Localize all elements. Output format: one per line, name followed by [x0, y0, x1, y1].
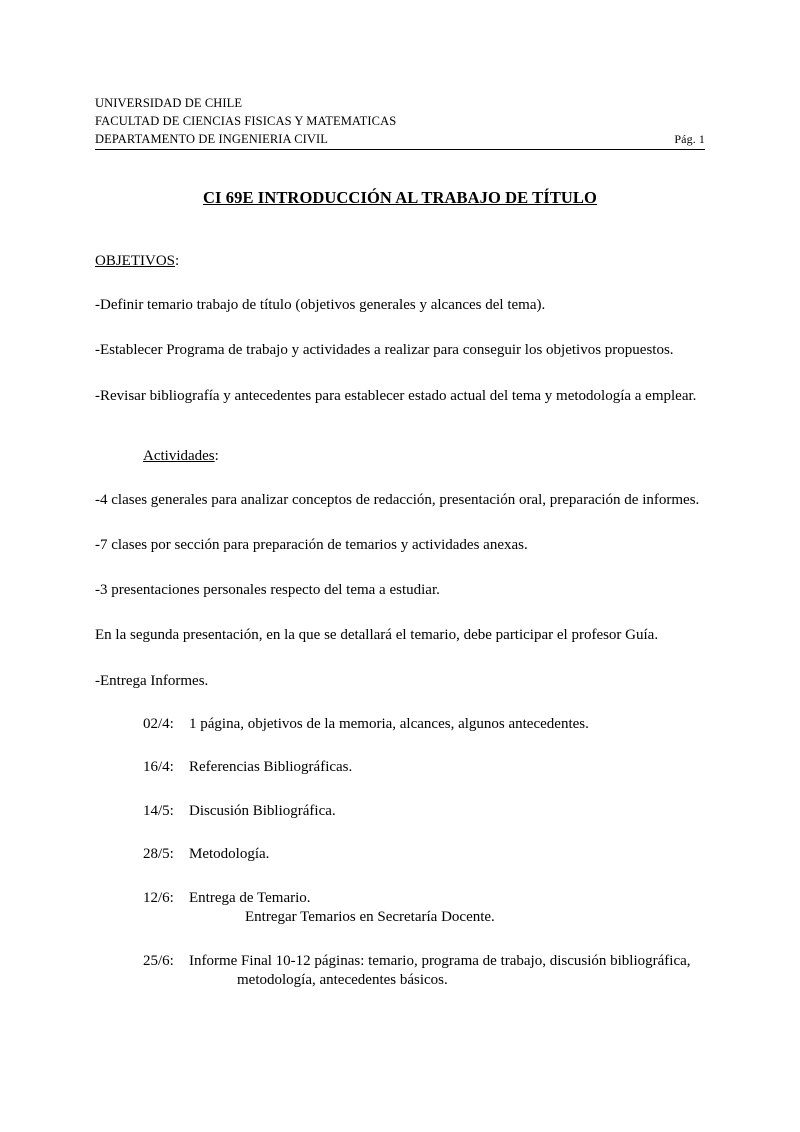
deliverable-date: 16/4:	[143, 759, 174, 776]
letterhead	[95, 95, 705, 150]
activity-item: En la segunda presentación, en la que se detallará el temario, debe participar el profesor Guía.	[95, 627, 659, 644]
deliverable-row	[143, 802, 705, 822]
deliverable-date: 12/6:	[143, 889, 174, 906]
faculty-name: FACULTAD DE CIENCIAS FISICAS Y MATEMATICAS	[95, 113, 397, 128]
objectives-heading-colon: :	[175, 253, 180, 270]
deliverable-text: Discusión Bibliográfica.	[189, 802, 336, 819]
objectives-heading-text: OBJETIVOS	[95, 253, 176, 270]
activity-item: -3 presentaciones personales respecto del tema a estudiar.	[95, 582, 440, 599]
deliverable-main-text: Entrega de Temario.	[189, 889, 311, 906]
activity-item: -7 clases por sección para preparación de temarios y actividades anexas.	[95, 537, 528, 553]
deliverable-date: 02/4:	[143, 715, 174, 732]
department-row	[95, 131, 705, 151]
page-number: Pág. 1	[674, 131, 705, 146]
deliverable-extra-text: Entregar Temarios en Secretaría Docente.	[245, 909, 495, 926]
deliverable-text	[189, 889, 705, 928]
activity-item: -4 clases generales para analizar conceptos de redacción, presentación oral, preparación de informes.	[95, 491, 700, 508]
page-title: CI 69E INTRODUCCIÓN AL TRABAJO DE TÍTULO	[203, 188, 597, 208]
deliverable-text: Metodología.	[189, 846, 270, 863]
objective-item: -Establecer Programa de trabajo y actividades a realizar para conseguir los objetivos propuestos.	[95, 342, 674, 359]
activities-heading-colon: :	[214, 447, 219, 464]
deliverable-row	[143, 845, 705, 865]
objective-item: -Definir temario trabajo de título (objetivos generales y alcances del tema).	[95, 297, 546, 314]
deliverable-date: 14/5:	[143, 802, 174, 819]
activities-heading	[143, 448, 705, 465]
deliverable-text: Referencias Bibliográficas.	[189, 759, 353, 776]
department-name: DEPARTAMENTO DE INGENIERIA CIVIL	[95, 131, 329, 146]
deliverable-text: Informe Final 10-12 páginas: temario, programa de trabajo, discusión bibliográfica, metodología, antecedentes básicos.	[189, 952, 691, 989]
objectives-heading	[95, 253, 705, 270]
deliverables-list	[143, 715, 705, 991]
deliverable-text: 1 página, objetivos de la memoria, alcances, algunos antecedentes.	[189, 715, 589, 732]
deliverable-row	[143, 758, 705, 778]
objective-item: -Revisar bibliografía y antecedentes para establecer estado actual del tema y metodología a emplear.	[95, 387, 697, 404]
activity-item: -Entrega Informes.	[95, 672, 209, 689]
deliverable-date: 25/6:	[143, 952, 174, 969]
university-name: UNIVERSIDAD DE CHILE	[95, 96, 243, 110]
deliverable-row	[143, 715, 705, 735]
deliverable-date: 28/5:	[143, 846, 174, 863]
deliverable-row	[143, 952, 705, 991]
deliverable-row	[143, 889, 705, 928]
activities-heading-text: Actividades	[143, 447, 215, 464]
